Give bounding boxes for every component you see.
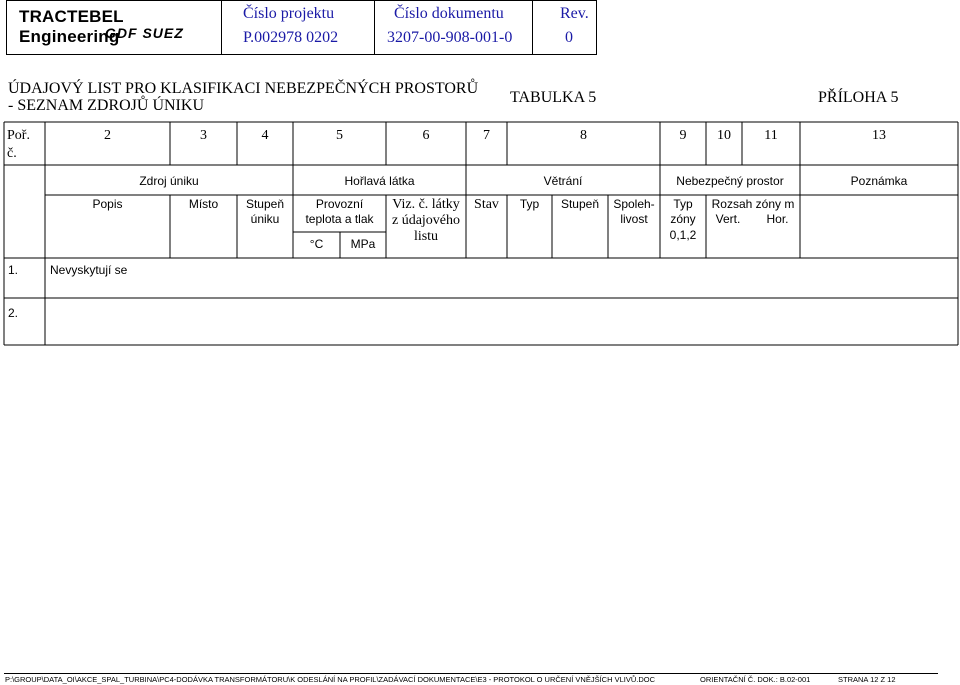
document-number-cell: [375, 1, 533, 54]
sheet-title-line2: - SEZNAM ZDROJŮ ÚNIKU: [8, 97, 204, 114]
group-release-source: Zdroj úniku: [139, 174, 199, 188]
subheader-release-grade-2: úniku: [250, 212, 280, 226]
row-1-number: 1.: [8, 263, 19, 277]
group-note: Poznámka: [850, 174, 908, 188]
document-header: [6, 0, 597, 55]
subheader-unit-mpa: MPa: [350, 237, 376, 251]
subheader-zone-type-2: zóny: [670, 212, 696, 226]
col-number-2: 2: [104, 128, 111, 143]
col-number-3: 3: [200, 128, 207, 143]
row-2-number: 2.: [8, 306, 19, 320]
subheader-vertical: Vert.: [715, 212, 741, 226]
col-number-4: 4: [261, 128, 269, 143]
subheader-zone-type-3: 0,1,2: [669, 228, 697, 242]
sheet-title-line1: ÚDAJOVÝ LIST PRO KLASIFIKACI NEBEZPEČNÝCH PROSTORŮ: [8, 80, 479, 97]
project-number-cell: [222, 1, 375, 54]
footer-page-number: STRANA 12 Z 12: [838, 675, 896, 684]
col-number-7: 7: [483, 128, 490, 143]
subheader-zone-type-1: Typ: [673, 197, 693, 211]
appendix-label: PŘÍLOHA 5: [818, 89, 899, 106]
footer-file-path: P:\GROUP\DATA_OI\AKCE_SPAL_TURBINA\PC4-DODÁVKA TRANSFORMÁTORU\K ODESLÁNÍ NA PROFIL\ZADÁVACÍ DOKUMENTACE\E3 - PROTOKOL O URČENÍ VNĚJŠÍCH VLIVŮ.DOC: [5, 675, 655, 684]
footer-document-id: ORIENTAČNÍ Č. DOK.: B.02-001: [700, 675, 811, 684]
subheader-substance-ref-3: listu: [413, 229, 439, 244]
subheader-location: Místo: [188, 197, 219, 211]
company-logo: [7, 1, 222, 54]
subheader-horizontal: Hor.: [766, 212, 789, 226]
col-number-6: 6: [422, 128, 430, 143]
subheader-ventilation-grade: Stupeň: [560, 197, 600, 211]
project-label: Číslo projektu: [243, 5, 335, 22]
subheader-zone-extent: Rozsah zóny m: [711, 197, 795, 211]
group-flammable: Hořlavá látka: [344, 174, 415, 188]
logo-subtext: GDF SUEZ: [105, 25, 184, 41]
project-value: P.002978 0202: [243, 29, 339, 46]
subheader-availability-2: livost: [620, 212, 648, 226]
col-number-11: 11: [764, 128, 778, 143]
subheader-description: Popis: [92, 197, 123, 211]
col-number-9: 9: [679, 128, 687, 143]
subheader-substance-ref-2: z údajového: [391, 213, 461, 228]
col-number-10: 10: [717, 128, 731, 143]
document-label: Číslo dokumentu: [394, 5, 504, 22]
row-number-header: Poř.: [7, 128, 30, 143]
subheader-release-grade-1: Stupeň: [245, 197, 285, 211]
row-1-description: Nevyskytují se: [50, 263, 128, 277]
footer-rule: [4, 673, 938, 674]
subheader-operating-2: teplota a tlak: [305, 212, 374, 226]
table-label: TABULKA 5: [510, 89, 597, 106]
row-number-header-2: č.: [7, 146, 17, 161]
subheader-ventilation-type: Typ: [519, 197, 540, 211]
group-hazard-zone: Nebezpečný prostor: [676, 174, 784, 188]
subheader-substance-ref-1: Viz. č. látky: [392, 197, 460, 212]
subheader-state: Stav: [474, 197, 499, 212]
revision-cell: [533, 1, 596, 54]
group-ventilation: Větrání: [543, 174, 583, 188]
subheader-availability-1: Spoleh-: [613, 197, 655, 211]
revision-label: Rev.: [560, 5, 589, 22]
subheader-operating-1: Provozní: [315, 197, 364, 211]
logo-text: TRACTEBEL Engineering: [19, 7, 124, 46]
col-number-13: 13: [872, 128, 886, 143]
document-value: 3207-00-908-001-0: [387, 29, 513, 46]
col-number-8: 8: [580, 128, 587, 143]
subheader-unit-celsius: °C: [309, 237, 324, 251]
revision-value: 0: [565, 29, 573, 46]
col-number-5: 5: [336, 128, 343, 143]
